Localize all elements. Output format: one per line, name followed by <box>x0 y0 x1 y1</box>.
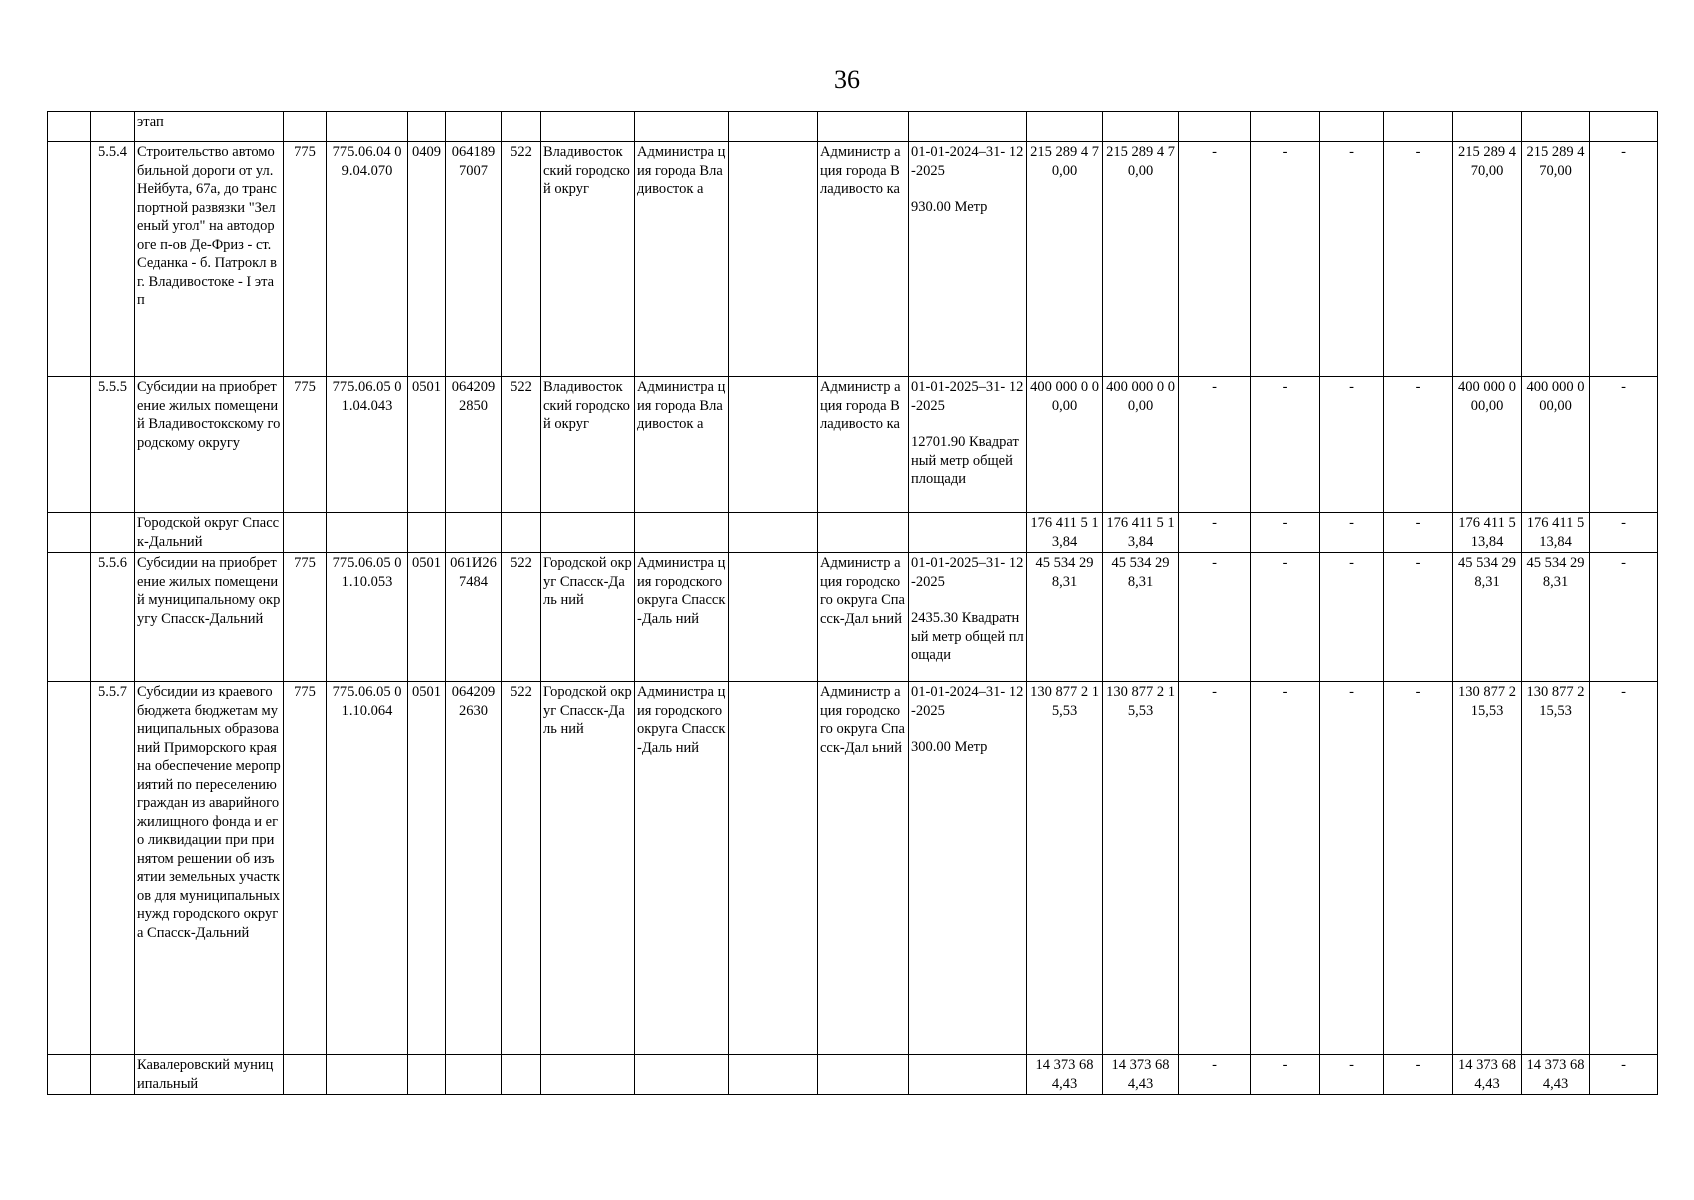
dash-cell: - <box>1320 513 1384 553</box>
code-cell: 775.06.05 01.10.064 <box>327 682 408 1055</box>
period-result-cell <box>909 553 1027 682</box>
amount-cell: 45 534 29 8,31 <box>1103 553 1179 682</box>
executor-cell: Администр ация города Владивосто ка <box>818 377 909 513</box>
recipient-cell: Администра ция городского округа Спасск-Даль ний <box>635 553 729 682</box>
empty-cell <box>729 377 818 513</box>
empty-cell <box>729 142 818 377</box>
municipality-cell: Городской округ Спасск-Даль ний <box>541 553 635 682</box>
amount-cell: 400 000 0 00,00 <box>1103 377 1179 513</box>
dash-cell: - <box>1320 377 1384 513</box>
vr-cell: 522 <box>502 682 541 1055</box>
dash-cell: - <box>1590 142 1658 377</box>
dash-cell: - <box>1320 553 1384 682</box>
vr-cell: 522 <box>502 553 541 682</box>
dash-cell: - <box>1251 553 1320 682</box>
dash-cell: - <box>1590 1055 1658 1095</box>
dash-cell: - <box>1590 377 1658 513</box>
row-name: Строительство автомобильной дороги от ул. Нейбута, 67а, до транспортной развязки "Зеленый угол" на автодороге п-ов Де-Фриз - ст. Седанка - б. Патрокл в г. Владивостоке - I этап <box>135 142 284 377</box>
row-name: Субсидии на приобретение жилых помещений Владивостокскому городскому округу <box>135 377 284 513</box>
rzpr-cell: 0409 <box>408 142 446 377</box>
dash-cell: - <box>1320 142 1384 377</box>
result-text: 300.00 Метр <box>911 739 988 755</box>
municipality-cell: Владивосток ский городской округ <box>541 142 635 377</box>
municipality-cell: Владивосток ский городской округ <box>541 377 635 513</box>
result-text: 2435.30 Квадратный метр общей площади <box>911 610 1024 663</box>
amount-cell: 130 877 2 15,53 <box>1522 682 1590 1055</box>
municipality-cell: Городской округ Спасск-Даль ний <box>541 682 635 1055</box>
subtotal-row <box>48 1055 1658 1095</box>
recipient-cell: Администра ция города Владивосток а <box>635 142 729 377</box>
dash-cell: - <box>1251 682 1320 1055</box>
row-number: 5.5.7 <box>91 682 135 1055</box>
empty-cell <box>729 553 818 682</box>
result-text: 930.00 Метр <box>911 199 988 215</box>
dash-cell: - <box>1320 1055 1384 1095</box>
row-name: Субсидии на приобретение жилых помещений муниципальному округу Спасск-Дальний <box>135 553 284 682</box>
row-name: Городской округ Спасск-Дальний <box>135 513 284 553</box>
dash-cell: - <box>1384 553 1453 682</box>
amount-cell: 130 877 2 15,53 <box>1027 682 1103 1055</box>
amount-cell: 400 000 0 00,00 <box>1027 377 1103 513</box>
rzpr-cell: 0501 <box>408 553 446 682</box>
row-name: Субсидии из краевого бюджета бюджетам муниципальных образований Приморского края на обеспечение мероприятий по переселению граждан из аварийного жилищного фонда и его ликвидации при принятом решении об изъятии земельных участков для муниципальных нужд городского округа Спасск-Дальний <box>135 682 284 1055</box>
code-cell: 775.06.05 01.04.043 <box>327 377 408 513</box>
dash-cell: - <box>1179 377 1251 513</box>
amount-cell: 176 411 5 13,84 <box>1103 513 1179 553</box>
amount-cell: 215 289 4 70,00 <box>1027 142 1103 377</box>
amount-cell: 215 289 4 70,00 <box>1522 142 1590 377</box>
program-table <box>47 111 1658 1095</box>
dash-cell: - <box>1384 682 1453 1055</box>
amount-cell: 176 411 5 13,84 <box>1453 513 1522 553</box>
dash-cell: - <box>1179 513 1251 553</box>
grbs-cell: 775 <box>284 553 327 682</box>
recipient-cell: Администра ция городского округа Спасск-Даль ний <box>635 682 729 1055</box>
empty-cell <box>729 682 818 1055</box>
amount-cell: 400 000 0 00,00 <box>1453 377 1522 513</box>
period-text: 01-01-2024–31- 12-2025 <box>911 684 1024 719</box>
amount-cell: 14 373 68 4,43 <box>1103 1055 1179 1095</box>
amount-cell: 176 411 5 13,84 <box>1027 513 1103 553</box>
amount-cell: 14 373 68 4,43 <box>1027 1055 1103 1095</box>
table-row <box>48 112 1658 142</box>
amount-cell: 215 289 4 70,00 <box>1103 142 1179 377</box>
amount-cell: 176 411 5 13,84 <box>1522 513 1590 553</box>
amount-cell: 400 000 0 00,00 <box>1522 377 1590 513</box>
recipient-cell: Администра ция города Владивосток а <box>635 377 729 513</box>
row-number: 5.5.6 <box>91 553 135 682</box>
table-row <box>48 553 1658 682</box>
vr-cell: 522 <box>502 377 541 513</box>
dash-cell: - <box>1590 682 1658 1055</box>
rzpr-cell: 0501 <box>408 377 446 513</box>
executor-cell: Администр ация городского округа Спасск-Дал ьний <box>818 553 909 682</box>
page-number: 36 <box>834 65 860 94</box>
period-text: 01-01-2024–31- 12-2025 <box>911 144 1024 179</box>
dash-cell: - <box>1384 1055 1453 1095</box>
dash-cell: - <box>1590 553 1658 682</box>
vr-cell: 522 <box>502 142 541 377</box>
dash-cell: - <box>1179 142 1251 377</box>
amount-cell: 14 373 68 4,43 <box>1453 1055 1522 1095</box>
row-name: этап <box>135 112 284 142</box>
amount-cell: 14 373 68 4,43 <box>1522 1055 1590 1095</box>
csr-cell: 064209 2850 <box>446 377 502 513</box>
period-result-cell <box>909 377 1027 513</box>
amount-cell: 45 534 29 8,31 <box>1027 553 1103 682</box>
dash-cell: - <box>1320 682 1384 1055</box>
amount-cell: 45 534 29 8,31 <box>1522 553 1590 682</box>
amount-cell: 45 534 29 8,31 <box>1453 553 1522 682</box>
table-row <box>48 377 1658 513</box>
dash-cell: - <box>1251 1055 1320 1095</box>
row-number: 5.5.4 <box>91 142 135 377</box>
dash-cell: - <box>1384 513 1453 553</box>
row-name: Кавалеровский муниципальный <box>135 1055 284 1095</box>
csr-cell: 064209 2630 <box>446 682 502 1055</box>
dash-cell: - <box>1384 377 1453 513</box>
table-row <box>48 142 1658 377</box>
dash-cell: - <box>1590 513 1658 553</box>
dash-cell: - <box>1179 1055 1251 1095</box>
grbs-cell: 775 <box>284 682 327 1055</box>
dash-cell: - <box>1251 142 1320 377</box>
period-text: 01-01-2025–31- 12-2025 <box>911 379 1024 414</box>
amount-cell: 215 289 4 70,00 <box>1453 142 1522 377</box>
row-number: 5.5.5 <box>91 377 135 513</box>
csr-cell: 061И26 7484 <box>446 553 502 682</box>
table-row <box>48 682 1658 1055</box>
period-result-cell <box>909 682 1027 1055</box>
result-text: 12701.90 Квадратный метр общей площади <box>911 434 1019 487</box>
period-result-cell <box>909 142 1027 377</box>
csr-cell: 064189 7007 <box>446 142 502 377</box>
dash-cell: - <box>1251 377 1320 513</box>
dash-cell: - <box>1179 553 1251 682</box>
dash-cell: - <box>1384 142 1453 377</box>
amount-cell: 130 877 2 15,53 <box>1453 682 1522 1055</box>
subtotal-row <box>48 513 1658 553</box>
code-cell: 775.06.04 09.04.070 <box>327 142 408 377</box>
amount-cell: 130 877 2 15,53 <box>1103 682 1179 1055</box>
rzpr-cell: 0501 <box>408 682 446 1055</box>
period-text: 01-01-2025–31- 12-2025 <box>911 555 1024 590</box>
dash-cell: - <box>1179 682 1251 1055</box>
executor-cell: Администр ация города Владивосто ка <box>818 142 909 377</box>
grbs-cell: 775 <box>284 142 327 377</box>
executor-cell: Администр ация городского округа Спасск-Дал ьний <box>818 682 909 1055</box>
grbs-cell: 775 <box>284 377 327 513</box>
dash-cell: - <box>1251 513 1320 553</box>
code-cell: 775.06.05 01.10.053 <box>327 553 408 682</box>
